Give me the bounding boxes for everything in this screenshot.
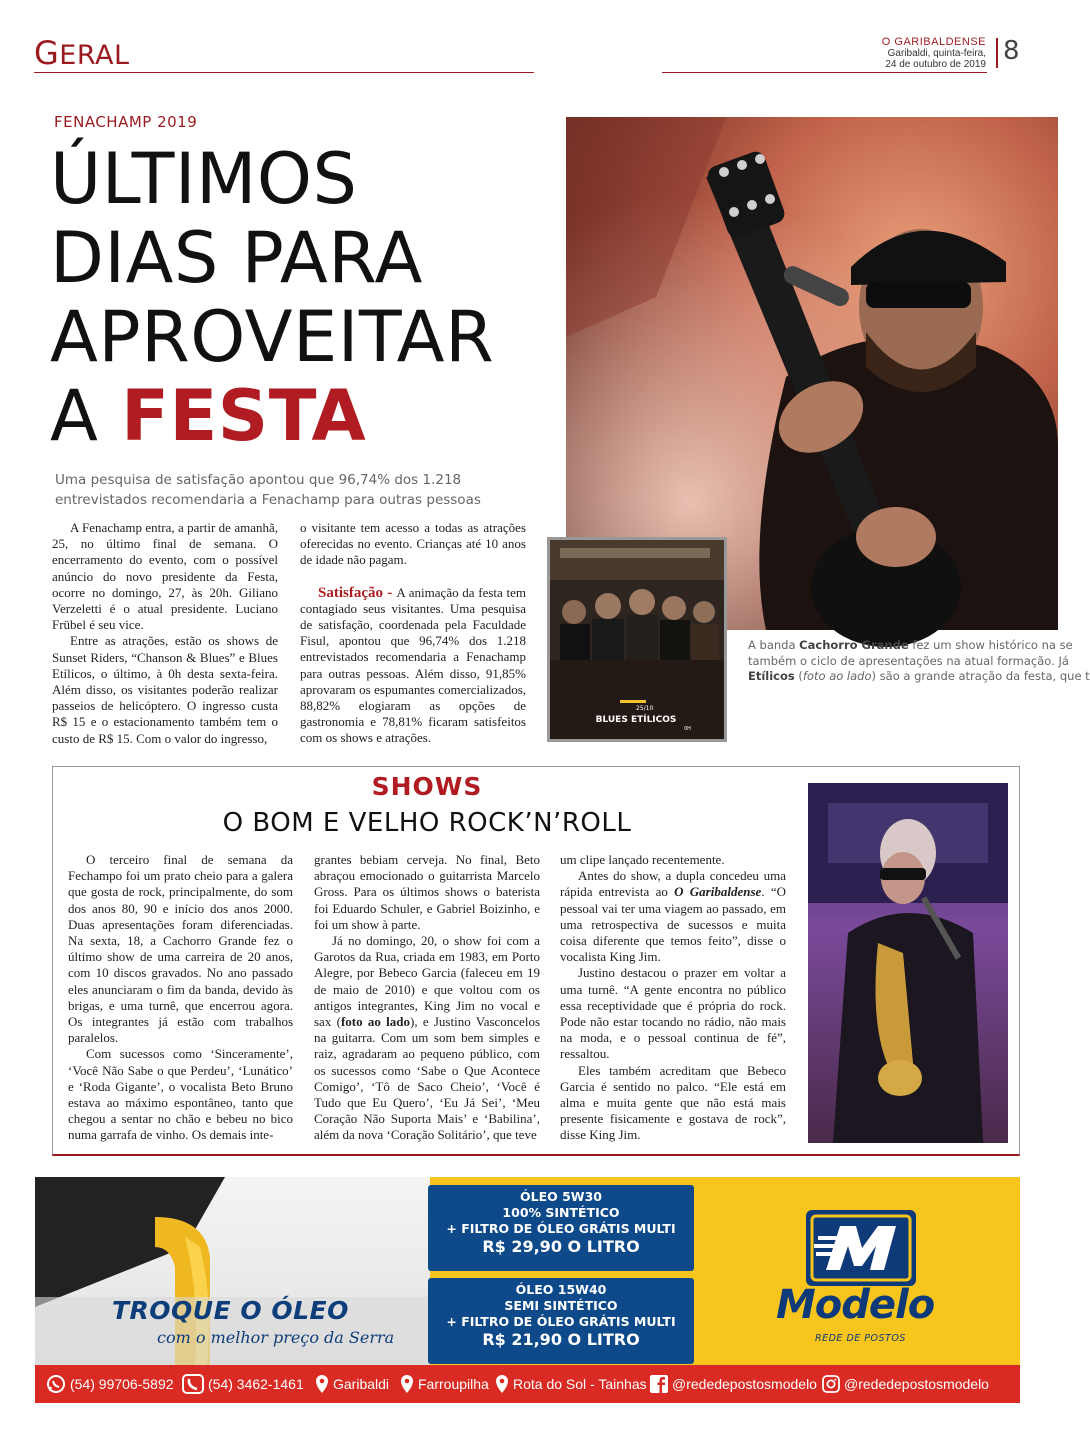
instagram-contact[interactable]: @rededepostosmodelo: [822, 1373, 989, 1395]
location-garibaldi[interactable]: Garibaldi: [315, 1373, 389, 1395]
location-rota-do-sol[interactable]: Rota do Sol - Tainhas: [495, 1373, 647, 1395]
section-title: GERAL: [34, 34, 130, 72]
photo-caption: A banda Cachorro Grande fez um show histórico na se também o ciclo de apresentações na atual formação. Já Etílicos (foto ao lado) são a grande atração da festa, que t: [748, 638, 1090, 683]
location-pin-icon: [315, 1374, 329, 1394]
article-headline: ÚLTIMOS DIAS PARA APROVEITAR A FESTA: [50, 138, 495, 457]
header-rule-right: [662, 72, 987, 73]
shows-kicker: SHOWS: [371, 772, 483, 801]
modelo-logo-icon: [806, 1210, 916, 1286]
cd-band: BLUES ETÍLICOS: [595, 715, 677, 725]
offer-5w30: ÓLEO 5W30 100% SINTÉTICO + FILTRO DE ÓLEO GRÁTIS MULTI R$ 29,90 O LITRO: [428, 1185, 694, 1271]
masthead: [882, 37, 986, 70]
shows-title: O BOM E VELHO ROCK’N’ROLL: [222, 808, 632, 838]
offer-15w40: ÓLEO 15W40 SEMI SINTÉTICO + FILTRO DE ÓLEO GRÁTIS MULTI R$ 21,90 O LITRO: [428, 1278, 694, 1364]
page-number-divider: [996, 38, 998, 68]
brand-sub: REDE DE POSTOS: [815, 1333, 906, 1344]
inline-subhead: Satisfação -: [318, 584, 397, 601]
article-column-1: A Fenachamp entra, a partir de amanhã, 25, no último final de semana. O encerramento do evento, com o possível anúncio do novo presidente da Festa, ocorre no domingo, 27, às 20h. Giliano Verzeletti é o atual presidente. Luciano Frübel é seu vice. Entre as atrações, estão os shows de Sunset Riders, “Chanson & Blues” e Blues Etílicos, o último, à 0h desta sexta-feira. Além disso, os visitantes poderão realizar passeios de helicóptero. O ingresso custa R$ 15 e o estacionamento também tem o custo de R$ 15. Com o valor do ingresso,: [52, 520, 278, 746]
date-line-2: 24 de outubro de 2019: [885, 59, 986, 70]
article-column-2: o visitante tem acesso a todas as atrações oferecidas no evento. Crianças até 10 anos de idade não pagam. Satisfação - A animação da festa tem contagiado seus visitantes. Uma pesquisa de satisfação, coordenada pela Faculdade Fisul, apontou que 96,74% dos 1.218 entrevistados recomendaria a Fenachamp para outras pessoas. Além disso, 91,85% aprovaram os espumantes comercializados, 88,82% elogiaram as opções de gastronomia e 78,81% ficaram satisfeitos com os shows e atrações.: [300, 520, 526, 746]
location-pin-icon: [400, 1374, 414, 1394]
whatsapp-contact[interactable]: (54) 99706-5892: [46, 1373, 174, 1395]
instagram-icon: [822, 1375, 840, 1393]
location-pin-icon: [495, 1374, 509, 1394]
shows-column-1: O terceiro final de semana da Fechampo foi um prato cheio para a galera que gosta de rock, principalmente, do som dos anos 80, 90 e início dos anos 2000. Duas apresentações foram diferenciadas. Na sexta, 18, a Cachorro Grande fez o último show de uma carreira de 20 anos, com 10 discos gravados. No ano passado eles anunciaram o fim da banda, devido às brigas, e uma turnê, que encerrou agora. Os integrantes já estão com trabalhos paralelos. Com sucessos como ‘Sinceramente’, ‘Você Não Sabe o que Perdeu’, ‘Lunático’ e ‘Roda Gigante’, o vocalista Beto Bruno estava ao máximo espontâneo, tanto que chegou a sentar no chão e bebeu no bico numa garrafa de vinho. Os demais inte-: [68, 852, 293, 1143]
phone-contact[interactable]: (54) 3462-1461: [182, 1373, 304, 1395]
shows-column-3: um clipe lançado recentemente. Antes do show, a dupla concedeu uma rápida entrevista ao O Garibaldense. “O pessoal vai ter uma viagem ao passado, em uma retrospectiva de sucessos e muita coisa diferente que temos feito”, disse o vocalista King Jim. Justino destacou o prazer em voltar a uma turnê. “A gente encontra no público essa receptividade que é própria do rock. Pode não estar tocando no rádio, não mais na moda, e o pessoal continua de fé”, ressaltou. Eles também acreditam que Bebeco Garcia é sentido no palco. “Ele está em alma e muita gente que não está mais presente fisicamente e gostava de rock”, disse King Jim.: [560, 852, 786, 1143]
cd-date: 25/10: [636, 705, 654, 712]
header-rule-left: [34, 72, 534, 73]
whatsapp-icon: [46, 1374, 66, 1394]
date-line-1: Garibaldi, quinta-feira,: [887, 48, 986, 59]
article-subhead: Uma pesquisa de satisfação apontou que 96,74% dos 1.218 entrevistados recomendaria a Fenachamp para outras pessoas: [55, 472, 481, 508]
page-number: 8: [1003, 36, 1020, 66]
facebook-contact[interactable]: @rededepostosmodelo: [650, 1373, 817, 1395]
paper-name: O GARIBALDENSE: [881, 36, 986, 48]
ad-slogan: TROQUE O ÓLEO: [112, 1296, 349, 1325]
phone-icon: [182, 1374, 204, 1394]
ad-slogan-sub: com o melhor preço da Serra: [157, 1328, 395, 1347]
article-kicker: FENACHAMP 2019: [54, 113, 198, 131]
shows-column-2: grantes bebiam cerveja. No final, Beto abraçou emocionado o guitarrista Marcelo Gross. Para os últimos shows o baterista foi Eduardo Schuler, e Gabriel Boizinho, e foi um show à parte. Já no domingo, 20, o show foi com a Garotos da Rua, criada em 1983, em Porto Alegre, por Bebeco Garcia (faleceu em 19 de maio de 2010) e que voltou com os antigos integrantes, King Jim no vocal e sax (foto ao lado), e Justino Vasconcelos na guitarra. Com um som bem simples e raiz, agradaram ao pequeno público, com os sucessos como ‘Sabe o Que Acontece Comigo’, ‘Tô de Saco Cheio’, ‘Você é Tudo que Eu Quero’, ‘Eu Já Sei’, ‘Meu Coração Não Suporta Mais’ e ‘Babilina’, além da nova ‘Coração Solitário’, que teve: [314, 852, 541, 1143]
location-farroupilha[interactable]: Farroupilha: [400, 1373, 489, 1395]
blues-eticos-poster: [547, 537, 727, 742]
saxophonist-photo: [808, 783, 1008, 1143]
facebook-icon: [650, 1375, 668, 1393]
brand-name: Modelo: [776, 1282, 935, 1328]
cd-time: 0H: [684, 726, 691, 732]
